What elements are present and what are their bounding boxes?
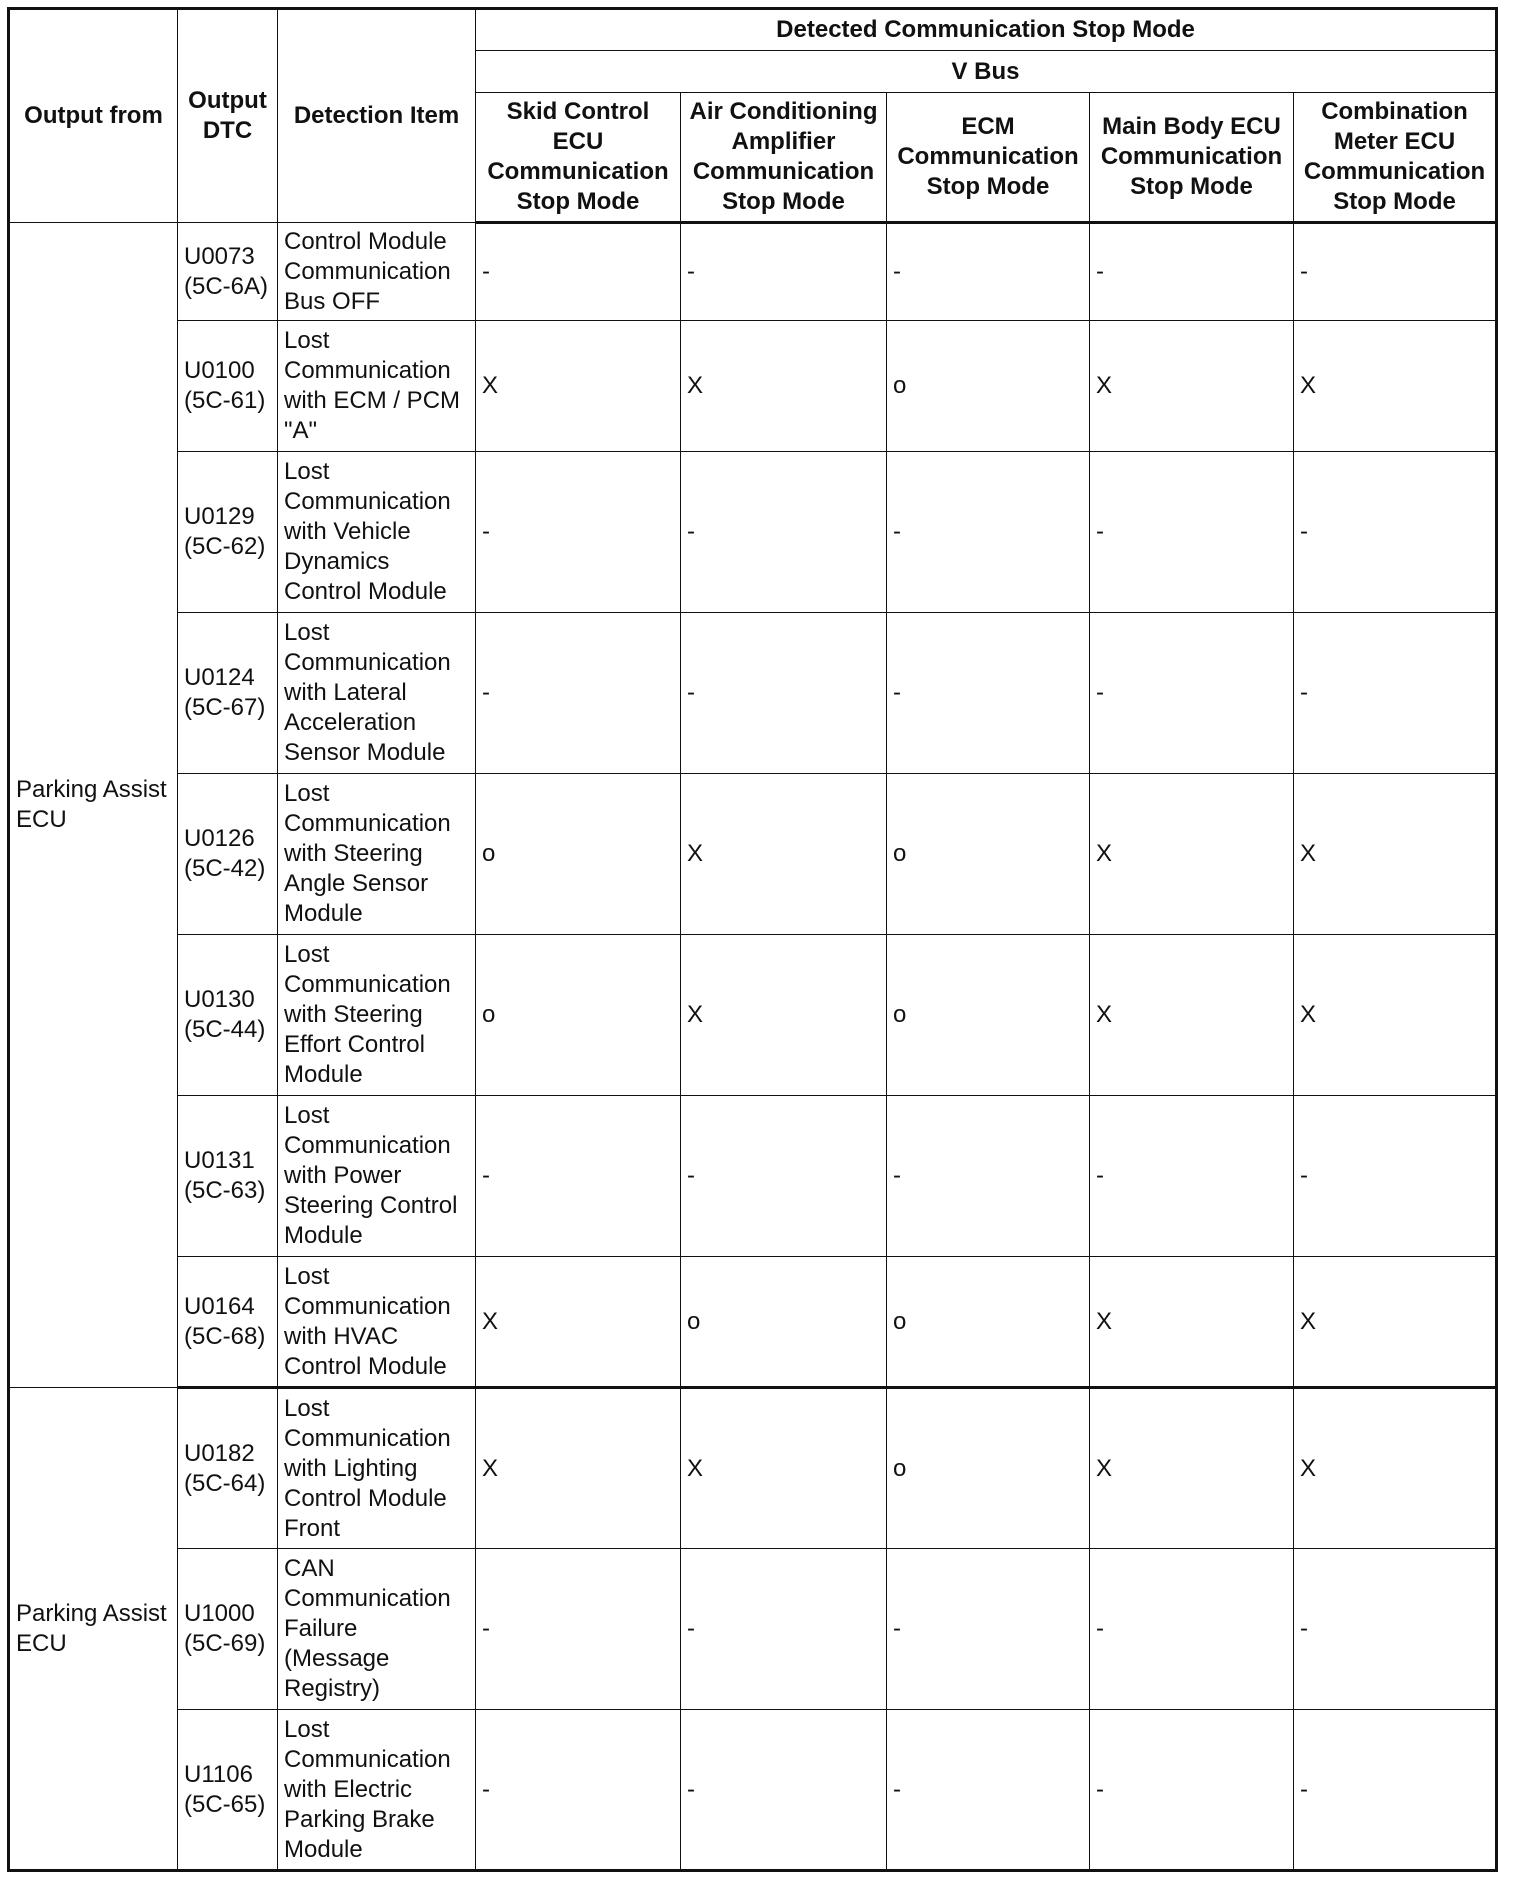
table-row	[9, 452, 1497, 613]
stop-mode-value: X	[1294, 935, 1497, 1096]
header-col-air-conditioning: Air Conditioning Amplifier Communication Stop Mode	[681, 93, 887, 223]
stop-mode-value: X	[476, 321, 681, 452]
detection-item-cell: Control Module Communication Bus OFF	[278, 223, 476, 321]
stop-mode-value: -	[476, 1096, 681, 1257]
stop-mode-value: -	[681, 613, 887, 774]
stop-mode-value: -	[887, 1096, 1090, 1257]
detection-item-cell: Lost Communication with Steering Effort Control Module	[278, 935, 476, 1096]
table-row	[9, 1096, 1497, 1257]
dtc-cell: U0164 (5C-68)	[178, 1257, 278, 1388]
detection-item-cell: CAN Communication Failure (Message Registry)	[278, 1549, 476, 1710]
dtc-cell: U0129 (5C-62)	[178, 452, 278, 613]
stop-mode-value: -	[681, 452, 887, 613]
stop-mode-value: X	[1090, 935, 1294, 1096]
header-mode-group: Detected Communication Stop Mode	[476, 9, 1497, 51]
stop-mode-value: -	[1090, 452, 1294, 613]
stop-mode-value: -	[1090, 1710, 1294, 1871]
stop-mode-value: -	[1090, 1096, 1294, 1257]
stop-mode-value: -	[1090, 613, 1294, 774]
stop-mode-value: o	[887, 1257, 1090, 1388]
stop-mode-value: X	[1090, 1388, 1294, 1549]
stop-mode-value: -	[476, 452, 681, 613]
table-row	[9, 223, 1497, 321]
table-row	[9, 1388, 1497, 1549]
stop-mode-value: -	[681, 223, 887, 321]
header-output-from: Output from	[9, 9, 178, 223]
stop-mode-value: o	[887, 935, 1090, 1096]
stop-mode-value: -	[681, 1549, 887, 1710]
stop-mode-value: -	[1294, 452, 1497, 613]
stop-mode-value: -	[476, 1710, 681, 1871]
detection-item-cell: Lost Communication with Electric Parking Brake Module	[278, 1710, 476, 1871]
stop-mode-value: -	[476, 613, 681, 774]
stop-mode-value: -	[681, 1710, 887, 1871]
stop-mode-value: o	[887, 774, 1090, 935]
header-col-combination-meter: Combination Meter ECU Communication Stop Mode	[1294, 93, 1497, 223]
header-col-ecm: ECM Communication Stop Mode	[887, 93, 1090, 223]
dtc-cell: U1000 (5C-69)	[178, 1549, 278, 1710]
dtc-cell: U0131 (5C-63)	[178, 1096, 278, 1257]
header-bus: V Bus	[476, 51, 1497, 93]
stop-mode-value: -	[1294, 613, 1497, 774]
dtc-cell: U0130 (5C-44)	[178, 935, 278, 1096]
stop-mode-value: X	[1294, 1388, 1497, 1549]
stop-mode-value: -	[1090, 223, 1294, 321]
table-row	[9, 321, 1497, 452]
stop-mode-value: X	[681, 935, 887, 1096]
stop-mode-value: X	[1090, 321, 1294, 452]
detection-item-cell: Lost Communication with HVAC Control Module	[278, 1257, 476, 1388]
dtc-cell: U0182 (5C-64)	[178, 1388, 278, 1549]
header-detection-item: Detection Item	[278, 9, 476, 223]
dtc-cell: U0124 (5C-67)	[178, 613, 278, 774]
table-body	[9, 223, 1497, 1871]
table-header	[9, 9, 1497, 223]
stop-mode-value: o	[476, 935, 681, 1096]
stop-mode-value: o	[887, 1388, 1090, 1549]
table-row	[9, 1710, 1497, 1871]
stop-mode-value: -	[681, 1096, 887, 1257]
table-row	[9, 935, 1497, 1096]
dtc-cell: U1106 (5C-65)	[178, 1710, 278, 1871]
header-col-main-body: Main Body ECU Communication Stop Mode	[1090, 93, 1294, 223]
stop-mode-value: -	[1294, 223, 1497, 321]
stop-mode-value: o	[681, 1257, 887, 1388]
table-row	[9, 1549, 1497, 1710]
table-row	[9, 613, 1497, 774]
stop-mode-value: -	[476, 223, 681, 321]
stop-mode-value: -	[887, 613, 1090, 774]
dtc-cell: U0073 (5C-6A)	[178, 223, 278, 321]
stop-mode-value: -	[887, 223, 1090, 321]
stop-mode-value: -	[1294, 1710, 1497, 1871]
detection-item-cell: Lost Communication with Power Steering Control Module	[278, 1096, 476, 1257]
output-from-cell: Parking Assist ECU	[9, 223, 178, 1388]
dtc-cell: U0100 (5C-61)	[178, 321, 278, 452]
stop-mode-value: X	[1294, 774, 1497, 935]
dtc-cell: U0126 (5C-42)	[178, 774, 278, 935]
detection-item-cell: Lost Communication with ECM / PCM "A"	[278, 321, 476, 452]
stop-mode-value: X	[681, 321, 887, 452]
stop-mode-value: -	[1090, 1549, 1294, 1710]
detection-item-cell: Lost Communication with Lateral Acceleration Sensor Module	[278, 613, 476, 774]
stop-mode-value: X	[681, 774, 887, 935]
stop-mode-value: -	[1294, 1096, 1497, 1257]
table-row	[9, 774, 1497, 935]
stop-mode-value: X	[476, 1388, 681, 1549]
output-from-cell: Parking Assist ECU	[9, 1388, 178, 1871]
stop-mode-value: o	[887, 321, 1090, 452]
stop-mode-value: X	[1090, 1257, 1294, 1388]
stop-mode-value: X	[1294, 1257, 1497, 1388]
detection-item-cell: Lost Communication with Steering Angle Sensor Module	[278, 774, 476, 935]
table-row	[9, 1257, 1497, 1388]
detection-item-cell: Lost Communication with Vehicle Dynamics Control Module	[278, 452, 476, 613]
stop-mode-value: -	[887, 1549, 1090, 1710]
stop-mode-value: o	[476, 774, 681, 935]
stop-mode-value: X	[1090, 774, 1294, 935]
dtc-table	[7, 7, 1498, 1872]
detection-item-cell: Lost Communication with Lighting Control Module Front	[278, 1388, 476, 1549]
header-col-skid-control: Skid Control ECU Communication Stop Mode	[476, 93, 681, 223]
stop-mode-value: X	[476, 1257, 681, 1388]
stop-mode-value: -	[887, 1710, 1090, 1871]
stop-mode-value: -	[1294, 1549, 1497, 1710]
stop-mode-value: -	[887, 452, 1090, 613]
stop-mode-value: X	[1294, 321, 1497, 452]
header-output-dtc: Output DTC	[178, 9, 278, 223]
stop-mode-value: X	[681, 1388, 887, 1549]
stop-mode-value: -	[476, 1549, 681, 1710]
